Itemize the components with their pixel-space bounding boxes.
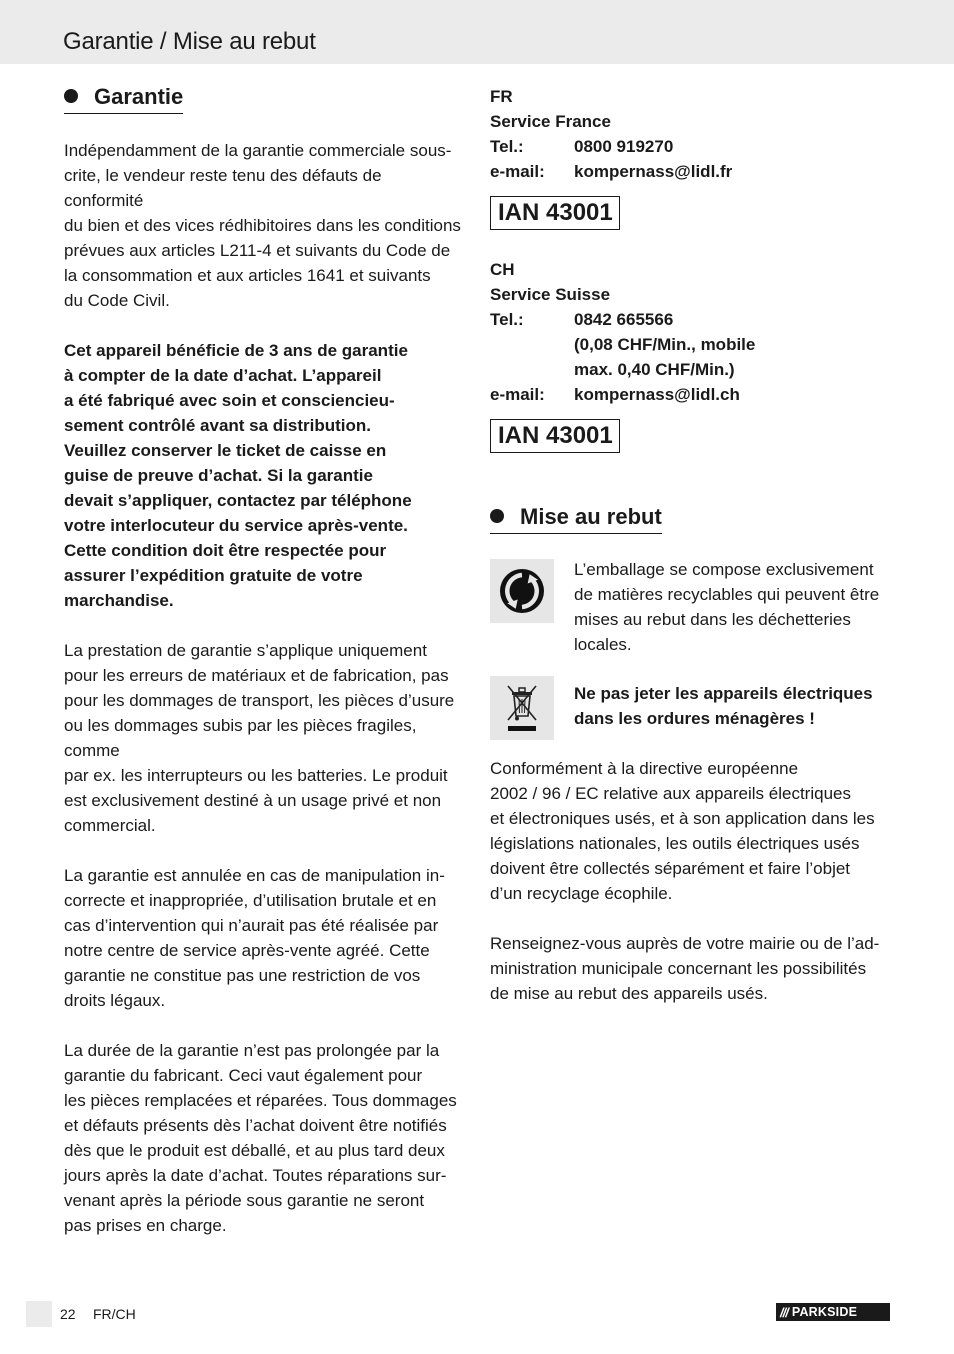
footer-square <box>26 1301 52 1327</box>
ian-box-fr: IAN 43001 <box>490 196 620 230</box>
service-ch-name: Service Suisse <box>490 285 611 304</box>
service-ch-tel-label: Tel.: <box>490 310 524 329</box>
bullet-icon <box>64 89 78 103</box>
ian-box-ch: IAN 43001 <box>490 419 620 453</box>
garantie-duration: La durée de la garantie n’est pas prolongée par la garantie du fabricant. Ceci vaut également pour les pièces remplacées et réparées. Tous dommages et défauts présents dès l’achat doivent être notifiés dès que le produit est déballé, et au plus tard deux jours après la date d’achat. Toutes réparations sur- venant après la période sous garantie ne seront pas prises en charge. <box>64 1041 457 1235</box>
service-ch-tel-value: 0842 665566 (0,08 CHF/Min., mobile max. 0,40 CHF/Min.) <box>574 310 756 379</box>
parkside-logo <box>776 1303 890 1321</box>
service-ch-email-value: kompernass@lidl.ch <box>574 385 740 404</box>
service-ch-block <box>490 257 900 407</box>
page-title: Garantie / Mise au rebut <box>63 28 316 55</box>
green-dot-recycling-icon <box>490 559 554 623</box>
bullet-icon <box>490 509 504 523</box>
service-ch-email-row <box>490 382 900 407</box>
garantie-bold-notice: Cet appareil bénéficie de 3 ans de garantie à compter de la date d’achat. L’appareil a été fabriqué avec soin et consciencieu- sement contrôlé avant sa distribution. Veuillez conserver le ticket de caisse en guise de preuve d’achat. Si la garantie devait s’appliquer, contactez par téléphone votre interlocuteur du service après-vente. Cette condition doit être respectée pour assurer l’expédition gratuite de votre marchandise. <box>64 341 412 610</box>
service-fr-email-row <box>490 159 900 184</box>
service-fr-email-label: e-mail: <box>490 162 545 181</box>
garantie-intro: Indépendamment de la garantie commerciale sous- crite, le vendeur reste tenu des défauts de conformité du bien et des vices rédhibitoires dans les conditions prévues aux articles L211-4 et suivants du Code de la consommation et aux articles 1641 et suivants du Code Civil. <box>64 141 461 310</box>
garantie-scope: La prestation de garantie s’applique uniquement pour les erreurs de matériaux et de fabrication, pas pour les dommages de transport, les pièces d’usure ou les dommages subis par les pièces fragiles, comme par ex. les interrupteurs ou les batteries. Le produit est exclusivement destiné à un usage privé et non commercial. <box>64 641 455 835</box>
service-ch-country: CH <box>490 260 515 279</box>
service-fr-tel-row <box>490 134 900 159</box>
language-code: FR/CH <box>93 1306 136 1322</box>
page-number: 22 <box>60 1306 76 1322</box>
service-fr-name: Service France <box>490 112 611 131</box>
packaging-row <box>490 559 900 657</box>
left-column <box>64 84 464 1238</box>
service-fr-block <box>490 84 900 184</box>
garantie-void: La garantie est annulée en cas de manipulation in- correcte et inappropriée, d’utilisation brutale et en cas d’intervention qui n’aurait pas été réalisée par notre centre de service après-vente agréé. Cette garantie ne constitue pas une restriction de vos droits légaux. <box>64 866 445 1010</box>
garantie-heading-text: Garantie <box>94 84 184 109</box>
service-ch-tel-row <box>490 307 900 382</box>
inquire-text: Renseignez-vous auprès de votre mairie ou de l’ad- ministration municipale concernant les possibilités de mise au rebut des appareils usés. <box>490 934 880 1003</box>
garantie-heading <box>64 84 183 114</box>
service-fr-tel-label: Tel.: <box>490 137 524 156</box>
weee-warning: Ne pas jeter les appareils électriques dans les ordures ménagères ! <box>574 684 873 728</box>
service-ch-email-label: e-mail: <box>490 385 545 404</box>
right-column <box>490 84 900 1006</box>
service-fr-email-value: kompernass@lidl.fr <box>574 162 733 181</box>
service-fr-tel-value: 0800 919270 <box>574 137 674 156</box>
directive-text: Conformément à la directive européenne 2002 / 96 / EC relative aux appareils électriques et électroniques usés, et à son application dans les législations nationales, les outils électriques usés doivent être collectés séparément et faire l’objet d’un recyclage écophile. <box>490 759 875 903</box>
weee-row <box>490 676 900 740</box>
crossed-out-wheelie-bin-icon <box>490 676 554 740</box>
disposal-heading <box>490 504 662 534</box>
brand-name: PARKSIDE <box>791 1305 858 1319</box>
brand-stripes: /// <box>780 1304 788 1320</box>
service-fr-country: FR <box>490 87 513 106</box>
disposal-heading-text: Mise au rebut <box>520 504 662 529</box>
packaging-text: L’emballage se compose exclusivement de matières recyclables qui peuvent être mises au rebut dans les déchetteries locales. <box>574 560 880 654</box>
